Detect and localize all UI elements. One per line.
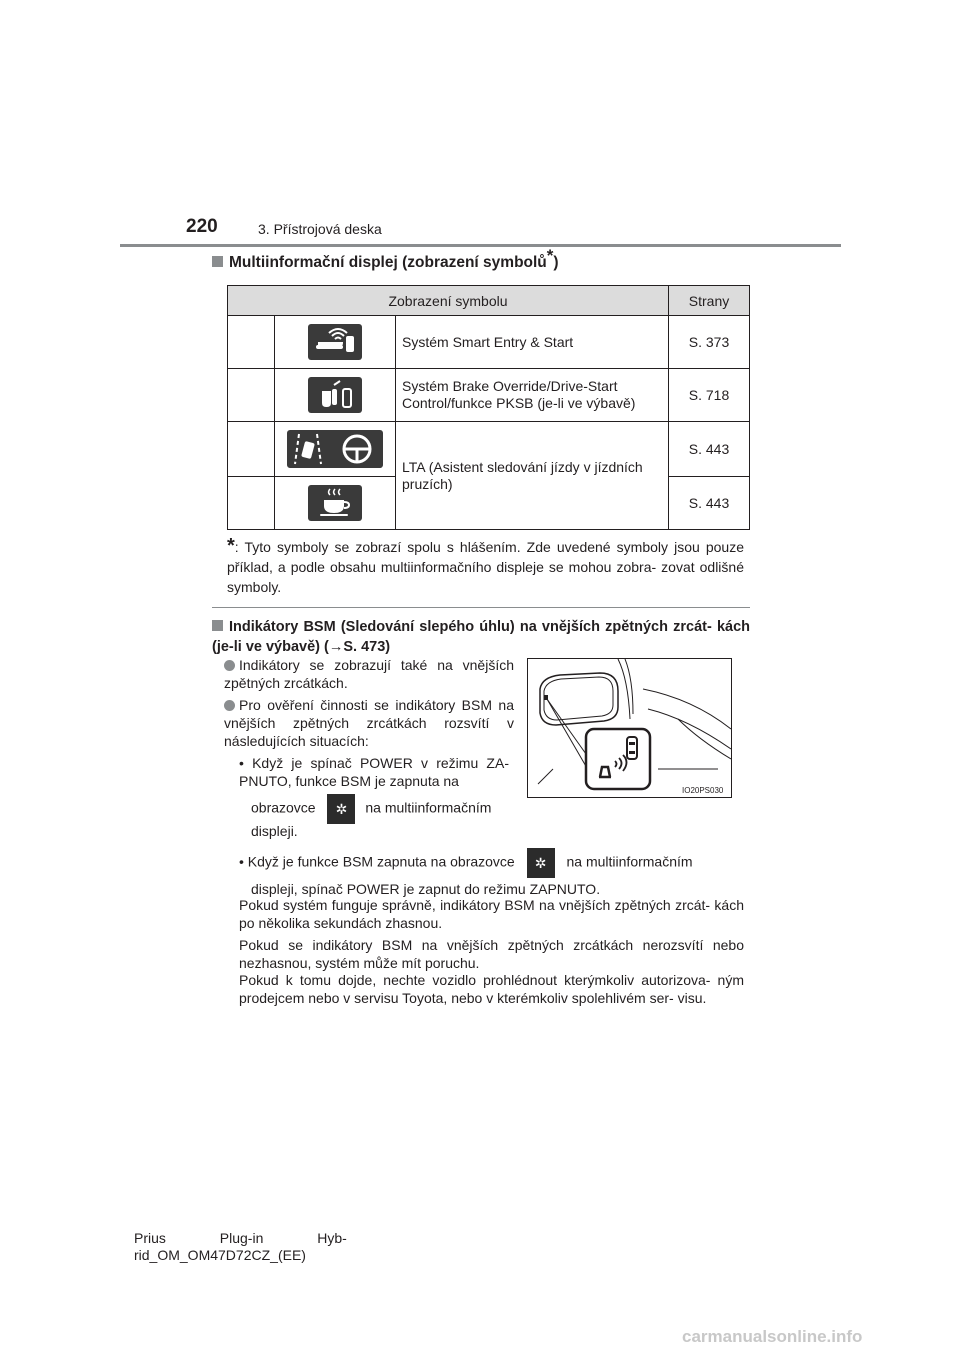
bsm-title-ref: S. 473): [343, 639, 391, 655]
gear-icon: ✲: [327, 794, 355, 824]
lta-icon: [287, 430, 383, 468]
sub-item: [239, 848, 749, 878]
header-divider: [120, 244, 841, 247]
sub-item-text: • Když je spínač POWER v režimu ZA- PNUTO, funkce BSM je zapnuta na: [239, 755, 509, 789]
bsm-title: [212, 617, 750, 657]
paragraph: Pokud systém funguje správně, indikátory BSM na vnějších zpětných zrcát- kách po několika sekundách zhasnou.: [239, 897, 744, 931]
footer: [134, 1230, 434, 1264]
smart-entry-icon: [308, 324, 362, 360]
bullet-item: [224, 656, 514, 692]
section-title-text: Multiinformační displej (zobrazení symbolů: [229, 254, 547, 271]
row-text: LTA (Asistent sledování jízdy v jízdních pruzích): [396, 422, 669, 530]
sub-item-text: • Když je funkce BSM zapnuta na obrazovce: [239, 853, 515, 870]
row-page: S. 443: [669, 422, 750, 477]
sub-item-text: na multiinformačním: [365, 799, 492, 816]
sub-item-text: na multiinformačním: [566, 853, 693, 870]
coffee-cup-icon: [308, 485, 362, 521]
sub-item-cont: [251, 794, 513, 824]
table-row: [228, 369, 750, 422]
table-header-row: [228, 286, 750, 316]
gear-icon: ✲: [527, 848, 555, 878]
watermark: carmanualsonline.info: [682, 1327, 863, 1346]
bullet-dot-icon: [224, 660, 235, 671]
row-page: S. 718: [669, 369, 750, 422]
mirror-illustration: [527, 658, 732, 798]
row-page: S. 373: [669, 316, 750, 369]
row-text: Systém Smart Entry & Start: [396, 316, 669, 369]
row-page: S. 443: [669, 477, 750, 530]
footnote-mark: *: [227, 535, 235, 557]
sub-item-text: displeji, spínač POWER je zapnut do režimu ZAPNUTO.: [251, 881, 601, 897]
footnote: [227, 536, 744, 597]
table-row: [228, 316, 750, 369]
paragraph: Pokud se indikátory BSM na vnějších zpětných zrcátkách nerozsvítí nebo nezhasnou, systém může mít poruchu.: [239, 937, 744, 971]
sub-item: [239, 754, 509, 790]
section-title-end: ): [553, 254, 559, 271]
sub-item-text: displeji.: [251, 823, 298, 839]
mirror-drawing: [528, 659, 731, 797]
footnote-text: : Tyto symboly se zobrazí spolu s hlášením. Zde uvedené symboly jsou pouze příklad, a podle obsahu multiinformačního displeje se mohou zobra- zovat odlišné symboly.: [227, 539, 744, 595]
bullet-dot-icon: [224, 700, 235, 711]
bullet-text: Indikátory se zobrazují také na vnějších zpětných zrcátkách.: [224, 657, 514, 691]
footer-line: rid_OM_OM47D72CZ_(EE): [134, 1247, 306, 1263]
brake-override-icon: [308, 377, 362, 413]
section-title-mark: *: [546, 245, 554, 265]
sub-item-cont: [251, 822, 298, 840]
section-title: [212, 245, 559, 272]
footer-line: Prius Plug-in Hyb-: [134, 1230, 347, 1246]
chapter-title: 3. Přístrojová deska: [258, 221, 382, 237]
symbol-table: [227, 285, 750, 530]
section-divider: [212, 607, 750, 608]
bullet-item: [224, 696, 514, 750]
section-square-icon: [212, 620, 223, 631]
page-number: 220: [186, 216, 218, 237]
paragraph: Pokud k tomu dojde, nechte vozidlo prohlédnout kterýmkoliv autorizova- ným prodejcem nebo v servisu Toyota, nebo v kterémkoliv spolehlivém ser- visu.: [239, 972, 744, 1006]
sub-item-text: obrazovce: [251, 799, 316, 816]
bullet-text: Pro ověření činnosti se indikátory BSM na vnějších zpětných zrcátkách rozsvítí v následujících situacích:: [224, 697, 514, 749]
col-pages-header: Strany: [669, 286, 750, 316]
col-symbol-header: Zobrazení symbolu: [228, 286, 669, 316]
illustration-code: IO20PS030: [682, 786, 724, 795]
row-text: Systém Brake Override/Drive-Start Control/funkce PKSB (je-li ve výbavě): [396, 369, 669, 422]
sub-item-cont: [251, 880, 600, 898]
section-square-icon: [212, 256, 223, 267]
arrow-icon: →: [328, 639, 344, 655]
table-row: [228, 422, 750, 477]
bsm-title-text: Indikátory BSM (Sledování slepého úhlu) na vnějších zpětných zrcát- kách (je-li ve výbavě) (: [212, 619, 750, 655]
